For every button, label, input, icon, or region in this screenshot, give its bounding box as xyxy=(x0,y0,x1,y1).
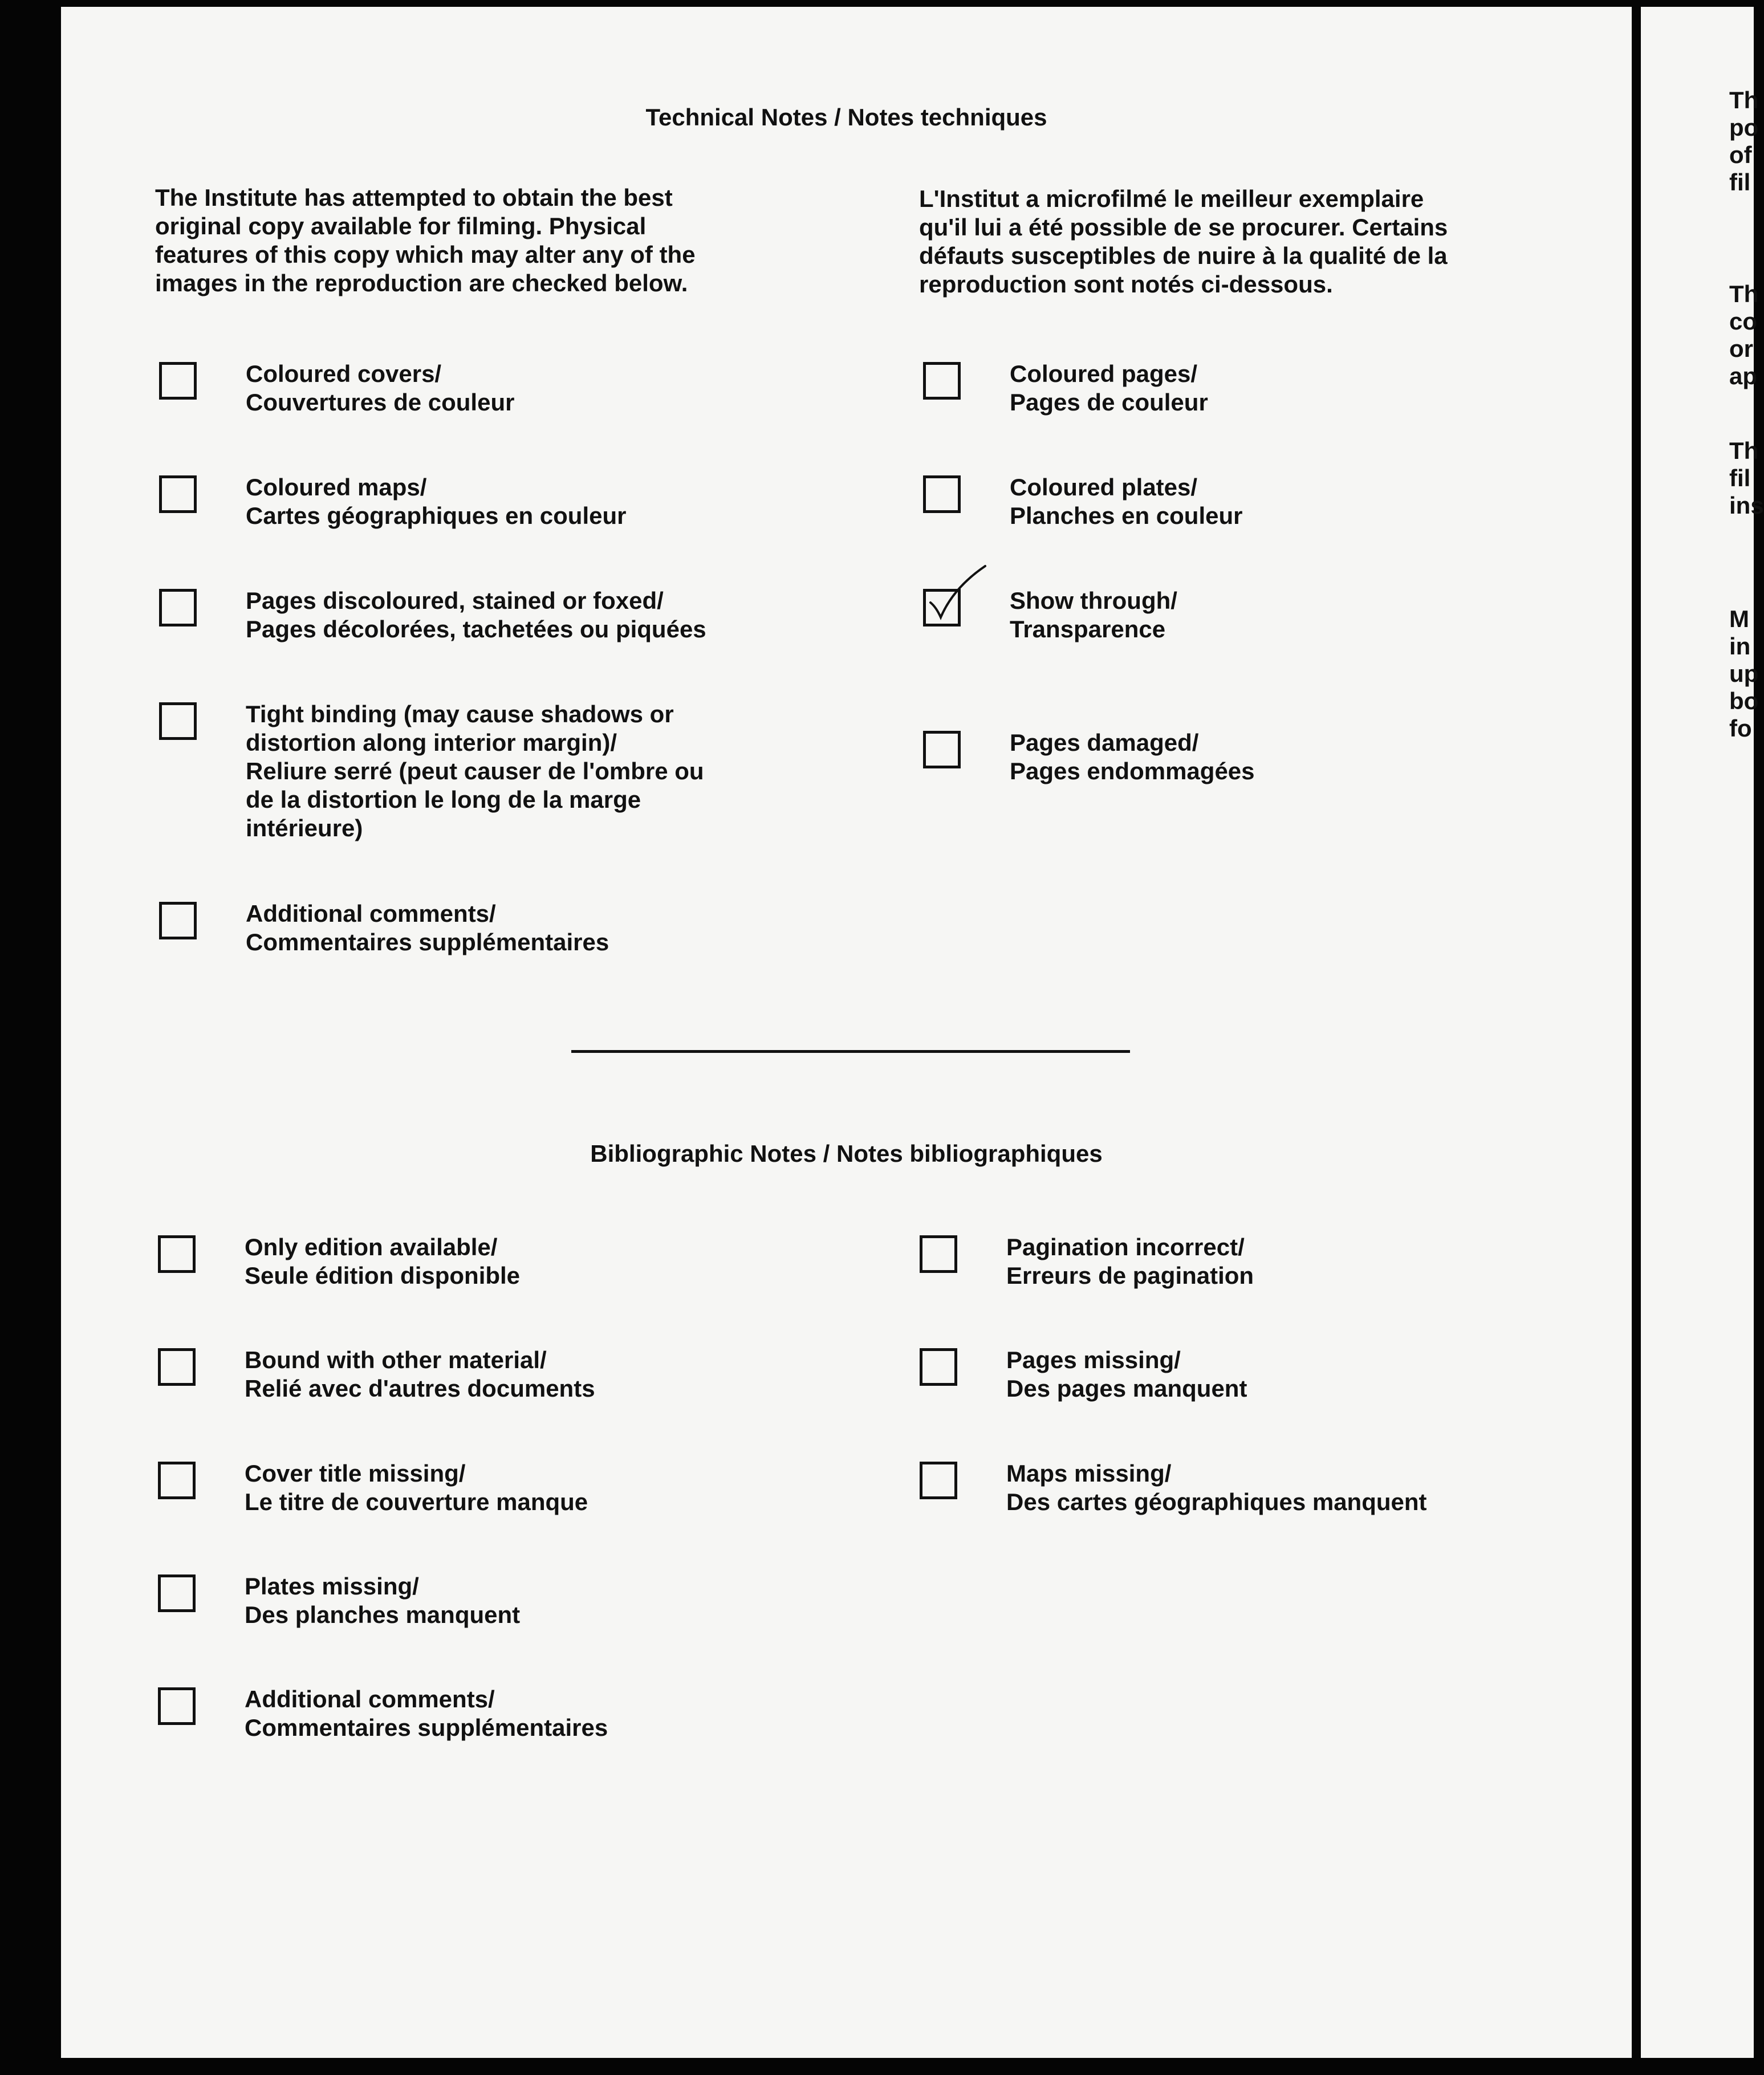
text-fragment: fo xyxy=(1729,715,1752,742)
checklist-label xyxy=(246,587,706,644)
label-line: Tight binding (may cause shadows or xyxy=(246,701,674,727)
label-line: Pages de couleur xyxy=(1010,389,1208,416)
label-line: intérieure) xyxy=(246,815,363,841)
text-fragment: co xyxy=(1729,308,1758,335)
label-line: Coloured covers/ xyxy=(246,360,442,387)
label-line: Pages damaged/ xyxy=(1010,729,1199,756)
text-fragment: fil xyxy=(1729,169,1751,196)
label-line: Maps missing/ xyxy=(1006,1460,1172,1487)
label-line: Plates missing/ xyxy=(245,1573,419,1600)
checkbox[interactable] xyxy=(923,475,961,513)
label-line: Coloured pages/ xyxy=(1010,360,1198,387)
label-line: Pages discoloured, stained or foxed/ xyxy=(246,587,664,614)
text-fragment: up xyxy=(1729,660,1759,687)
checklist-label xyxy=(246,360,514,417)
checklist-label xyxy=(245,1233,520,1290)
label-line: Transparence xyxy=(1010,616,1166,642)
checklist-label xyxy=(246,700,704,843)
checkbox[interactable] xyxy=(159,902,197,939)
label-line: Commentaires supplémentaires xyxy=(245,1714,608,1741)
intro-line: images in the reproduction are checked below. xyxy=(155,270,688,296)
label-line: Des cartes géographiques manquent xyxy=(1006,1488,1427,1515)
label-line: Coloured maps/ xyxy=(246,474,427,501)
checklist-label xyxy=(245,1685,608,1742)
checkbox[interactable] xyxy=(158,1574,196,1612)
text-fragment: of xyxy=(1729,141,1752,168)
label-line: Des planches manquent xyxy=(245,1601,521,1628)
checklist-label xyxy=(1006,1233,1254,1290)
intro-line: features of this copy which may alter any of the xyxy=(155,241,696,268)
technical-intro-english xyxy=(155,184,696,298)
label-line: Relié avec d'autres documents xyxy=(245,1375,595,1402)
label-line: Des pages manquent xyxy=(1006,1375,1247,1402)
text-fragment: fil xyxy=(1729,465,1751,491)
text-fragment: in xyxy=(1729,633,1751,660)
checklist-label xyxy=(245,1346,595,1403)
label-line: Cartes géographiques en couleur xyxy=(246,502,627,529)
label-line: Couvertures de couleur xyxy=(246,389,515,416)
text-fragment: Th xyxy=(1729,280,1759,307)
intro-line: The Institute has attempted to obtain the best xyxy=(155,184,673,211)
checkbox[interactable] xyxy=(158,1687,196,1725)
checklist-label xyxy=(1010,729,1255,786)
checklist-label xyxy=(1006,1459,1427,1516)
checkbox[interactable] xyxy=(159,589,197,626)
label-line: Reliure serré (peut causer de l'ombre ou xyxy=(246,758,704,784)
label-line: Pagination incorrect/ xyxy=(1006,1234,1245,1260)
label-line: Pages endommagées xyxy=(1010,758,1255,784)
label-line: distortion along interior margin)/ xyxy=(246,729,617,756)
checklist-label xyxy=(245,1459,588,1516)
checkbox[interactable] xyxy=(159,475,197,513)
label-line: Coloured plates/ xyxy=(1010,474,1198,501)
text-fragment: po xyxy=(1729,114,1759,141)
intro-line: reproduction sont notés ci-dessous. xyxy=(919,271,1333,298)
checklist-label xyxy=(245,1572,520,1629)
label-line: Seule édition disponible xyxy=(245,1262,521,1289)
intro-line: L'Institut a microfilmé le meilleur exemplaire xyxy=(919,185,1424,212)
text-fragment: Th xyxy=(1729,437,1759,464)
label-line: Pages missing/ xyxy=(1006,1346,1181,1373)
label-line: Le titre de couverture manque xyxy=(245,1488,588,1515)
technical-intro-french xyxy=(919,185,1448,299)
text-fragment: or xyxy=(1729,335,1753,362)
checklist-label xyxy=(1006,1346,1247,1403)
checkbox[interactable] xyxy=(158,1348,196,1386)
checkbox[interactable] xyxy=(920,1235,957,1273)
label-line: de la distortion le long de la marge xyxy=(246,786,641,813)
text-fragment: ap xyxy=(1729,363,1758,389)
intro-line: qu'il lui a été possible de se procurer. Certains xyxy=(919,214,1448,241)
label-line: Additional comments/ xyxy=(246,900,496,927)
label-line: Bound with other material/ xyxy=(245,1346,547,1373)
label-line: Commentaires supplémentaires xyxy=(246,929,609,955)
checkmark-icon xyxy=(926,565,989,622)
checkbox[interactable] xyxy=(159,362,197,400)
technical-notes-heading: Technical Notes / Notes techniques xyxy=(645,104,1047,131)
text-fragment: bo xyxy=(1729,687,1759,714)
label-line: Pages décolorées, tachetées ou piquées xyxy=(246,616,706,642)
text-fragment: M xyxy=(1729,605,1749,632)
text-fragment: Th xyxy=(1729,87,1759,113)
checkbox[interactable] xyxy=(923,362,961,400)
label-line: Additional comments/ xyxy=(245,1686,495,1712)
checkbox[interactable] xyxy=(923,731,961,768)
checkbox[interactable] xyxy=(158,1462,196,1499)
label-line: Show through/ xyxy=(1010,587,1177,614)
checkbox[interactable] xyxy=(920,1348,957,1386)
cut-off-paragraph xyxy=(1729,87,1758,196)
text-fragment: ins xyxy=(1729,492,1764,519)
checklist-label xyxy=(1010,587,1177,644)
label-line: Cover title missing/ xyxy=(245,1460,466,1487)
cut-off-paragraph xyxy=(1729,605,1758,742)
adjacent-page-edge xyxy=(1641,7,1764,2058)
checkbox[interactable] xyxy=(920,1462,957,1499)
cut-off-paragraph xyxy=(1729,437,1764,519)
checklist-label xyxy=(1010,360,1208,417)
scanned-page xyxy=(61,7,1632,2058)
checkbox[interactable] xyxy=(159,702,197,740)
checklist-label xyxy=(246,900,609,957)
bibliographic-notes-heading: Bibliographic Notes / Notes bibliographiques xyxy=(590,1140,1103,1167)
checklist-label xyxy=(1010,473,1242,530)
label-line: Erreurs de pagination xyxy=(1006,1262,1254,1289)
intro-line: défauts susceptibles de nuire à la qualité de la xyxy=(919,242,1448,269)
checklist-label xyxy=(246,473,627,530)
intro-line: original copy available for filming. Physical xyxy=(155,213,647,239)
label-line: Only edition available/ xyxy=(245,1234,498,1260)
cut-off-paragraph xyxy=(1729,280,1758,390)
checkbox[interactable] xyxy=(158,1235,196,1273)
label-line: Planches en couleur xyxy=(1010,502,1243,529)
section-divider xyxy=(571,1050,1130,1053)
